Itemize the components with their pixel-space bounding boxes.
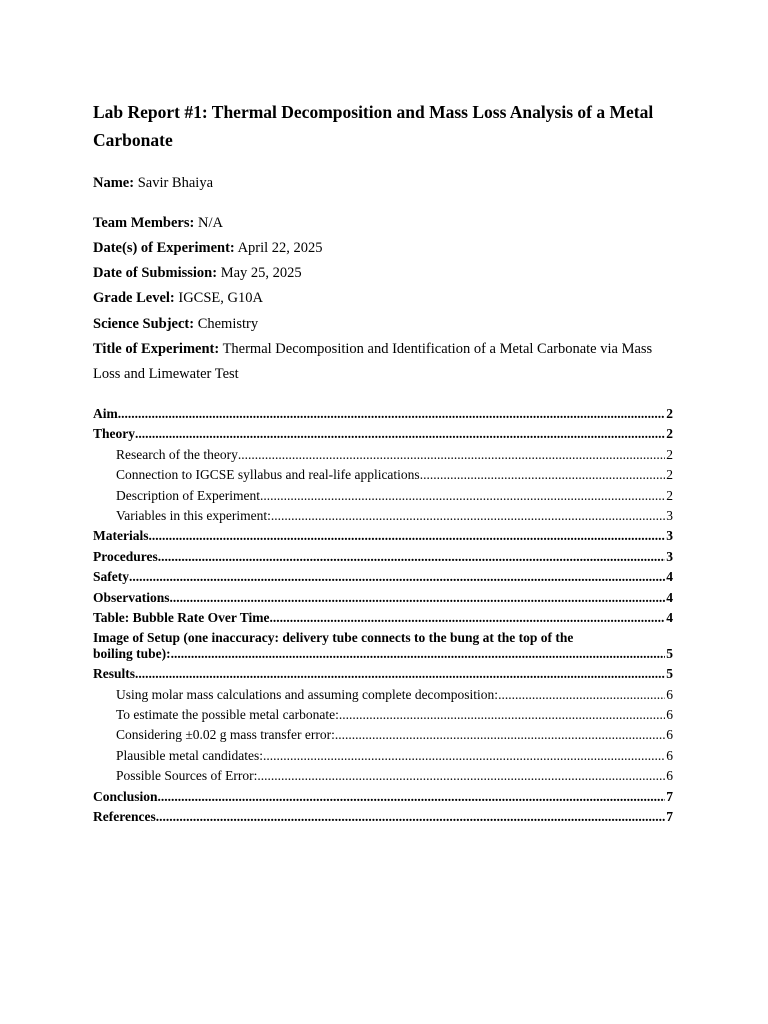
toc-entry-estimate-carbonate[interactable]: To estimate the possible metal carbonate: ..... 6 [93,705,673,725]
toc-page-number: 3 [666,528,673,544]
team-members-field [93,211,693,236]
experiment-date-field [93,236,693,261]
toc-page-number: 7 [666,788,673,804]
toc-page-number: 2 [666,487,673,503]
toc-entry-references[interactable]: References ..... 7 [93,807,673,827]
name-value: Savir Bhaiya [137,175,214,191]
toc-page-number: 6 [666,707,673,723]
toc-page-number: 6 [666,747,673,763]
toc-page-number: 7 [666,809,673,825]
report-title: Lab Report #1: Thermal Decomposition and Mass Loss Analysis of a Metal Carbonate [93,102,654,150]
toc-page-number: 3 [666,548,673,564]
toc-page-number: 4 [666,589,673,605]
name-label: Name: [93,175,135,191]
submission-date-field [93,261,693,286]
toc-entry-theory[interactable]: Theory ..... 2 [93,424,673,444]
science-subject-value: Chemistry [197,316,259,332]
toc-entry-safety[interactable]: Safety ..... 4 [93,567,673,587]
toc-entry-procedures[interactable]: Procedures ..... 3 [93,547,673,567]
toc-entry-research[interactable]: Research of the theory ..... 2 [93,445,673,465]
toc-entry-conclusion[interactable]: Conclusion ..... 7 [93,787,673,807]
toc-page-number: 2 [666,406,673,421]
toc-entry-molar-mass[interactable]: Using molar mass calculations and assuming complete decomposition: ..... 6 [93,685,673,705]
toc-entry-materials[interactable]: Materials ..... 3 [93,526,673,546]
toc-page-number: 6 [666,686,673,702]
science-subject-label: Science Subject: [93,316,195,332]
grade-level-field [93,286,693,311]
toc-page-number: 2 [666,426,673,442]
experiment-title-label: Title of Experiment: [93,341,220,357]
submission-date-value: May 25, 2025 [220,265,302,281]
table-of-contents [93,404,673,827]
toc-page-number: 2 [666,467,673,483]
toc-entry-transfer-error[interactable]: Considering ±0.02 g mass transfer error: ..... 6 [93,725,673,745]
toc-entry-results[interactable]: Results ..... 5 [93,664,673,684]
toc-entry-syllabus-connection[interactable]: Connection to IGCSE syllabus and real-life applications ..... 2 [93,465,673,485]
toc-page-number: 6 [666,727,673,743]
experiment-date-label: Date(s) of Experiment: [93,240,235,256]
toc-page-number: 4 [666,609,673,625]
grade-level-label: Grade Level: [93,290,175,306]
toc-page-number: 5 [666,646,673,662]
toc-page-number: 6 [666,768,673,784]
experiment-title-field [93,337,668,387]
toc-entry-bubble-rate-table[interactable]: Table: Bubble Rate Over Time ..... 4 [93,608,673,628]
team-members-label: Team Members: [93,215,195,231]
toc-page-number: 4 [666,569,673,585]
toc-page-number: 2 [666,446,673,462]
experiment-title-value: Thermal Decomposition and Identification of a Metal Carbonate via Mass Loss and Limewater Test [93,341,653,382]
toc-entry-aim[interactable]: Aim ..... 2 [93,404,673,424]
experiment-date-value: April 22, 2025 [237,240,323,256]
toc-entry-variables[interactable]: Variables in this experiment: ..... 3 [93,506,673,526]
science-subject-field [93,312,693,337]
toc-page-number: 5 [666,666,673,682]
toc-entry-sources-of-error[interactable]: Possible Sources of Error: ..... 6 [93,766,673,786]
grade-level-value: IGCSE, G10A [178,290,263,306]
team-members-value: N/A [197,215,223,231]
submission-date-label: Date of Submission: [93,265,218,281]
toc-entry-metal-candidates[interactable]: Plausible metal candidates: ..... 6 [93,746,673,766]
toc-page-number: 3 [666,507,673,523]
toc-entry-description[interactable]: Description of Experiment ..... 2 [93,486,673,506]
toc-entry-image-of-setup[interactable]: Image of Setup (one inaccuracy: delivery tube connects to the bung at the top of the boiling tube): ..... 5 [93,628,673,664]
name-field [93,171,693,196]
toc-entry-observations[interactable]: Observations ..... 4 [93,588,673,608]
